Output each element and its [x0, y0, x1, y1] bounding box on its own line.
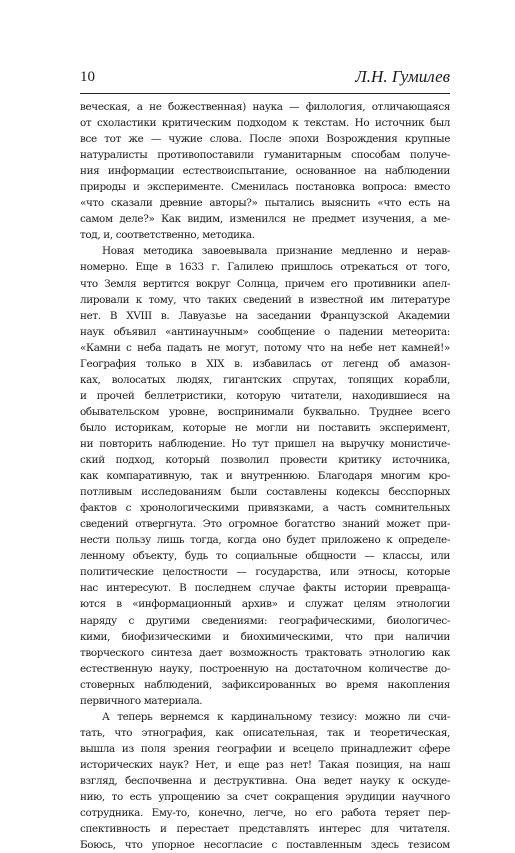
text-line: Боюсь, что упорное несогласие с поставленным здесь тезисом [80, 839, 450, 852]
text-line: сотрудника. Ему-то, конечно, легче, но его работа теряет пер- [80, 807, 450, 820]
body-text [80, 99, 450, 853]
text-line: тод, и, соответственно, методика. [80, 229, 255, 242]
paragraph-start-line: А теперь вернемся к кардинальному тезису: можно ли счи- [102, 710, 450, 723]
text-line: сведений отвергнута. Это огромное богатство знаний может при- [80, 518, 450, 531]
text-line: номерно. Еще в 1633 г. Галилею пришлось отрекаться от того, [80, 261, 450, 274]
text-line: веческая, а не божественная) наука — филология, отличающаяся [80, 101, 450, 113]
text-line: нию, то есть упрощению за счет сокращения эрудиции научного [80, 791, 450, 804]
text-line: взгляд, беспочвенна и деструктивна. Она ведет науку к оскуде- [80, 774, 450, 787]
text-line: политические целостности — государства, или этносы, которые [80, 566, 450, 579]
text-line: ках, волосатых людях, гигантских спрутах, топящих корабли, [80, 373, 450, 386]
text-line: естественную науку, построенную на достаточном количестве до- [80, 662, 450, 675]
text-line: и прочей беллетристики, которую читатели, находившиеся на [80, 389, 450, 402]
text-line: лировали к тому, что таких сведений в известной им литературе [80, 293, 450, 306]
text-line: исторических наук? Нет, и еще раз нет! Такая позиция, на наш [80, 758, 450, 771]
text-line: от схоластики критическим подходом к текстам. Но источник был [80, 117, 450, 130]
page-header [80, 67, 450, 89]
text-line: ются в «информационный архив» и служат целям этнологии [80, 598, 450, 611]
text-line: все тот же — чужие слова. После эпохи Возрождения крупные [80, 133, 450, 146]
text-line: как компаративную, так и внутреннюю. Благодаря многим кро- [80, 470, 450, 483]
text-line: нести пользу лишь тогда, когда оно будет приложено к определе- [80, 534, 450, 547]
text-line: что Земля вертится вокруг Солнца, причем его противники апел- [80, 277, 450, 290]
text-line: натуралисты противопоставили гуманитарным способам получе- [80, 149, 450, 162]
text-line: «что сказали древние авторы?» пытались выяснить «что есть на [80, 197, 450, 210]
text-line: тать, что этнография, как описательная, так и теоретическая, [80, 726, 450, 739]
text-line: нас интересуют. В последнем случае факты истории превраща- [80, 582, 450, 595]
text-line: было историкам, которые не могли ни поставить эксперимент, [80, 421, 450, 434]
text-line: «Камни с неба падать не могут, потому что на небе нет камней!» [80, 341, 450, 354]
text-line: самом деле?» Как видим, изменился не предмет изучения, а ме- [80, 213, 450, 226]
text-line: ский подход, который позволил провести критику источника, [80, 454, 450, 467]
page-number: 10 [80, 69, 95, 85]
text-line: нет. В XVIII в. Лавуазье на заседании Французской Академии [80, 309, 450, 322]
text-line: природы и эксперименте. Сменилась постановка вопроса: вместо [80, 181, 450, 194]
text-line: ния информации естествоиспытание, основанное на наблюдении [80, 165, 450, 178]
text-line: творческого синтеза дает возможность трактовать этнологию как [80, 646, 450, 659]
text-line: обывательском уровне, воспринимали буквально. Труднее всего [80, 405, 450, 418]
text-line: фактов с хронологическими привязками, а часть сомнительных [80, 502, 450, 515]
text-line: потливым исследованиям были составлены кодексы бесспорных [80, 486, 450, 499]
text-line: ленному объекту, будь то социальные общности — классы, или [80, 550, 450, 563]
text-line: наряду с другими сведениями: географическими, биологичес- [80, 614, 450, 627]
header-rule [80, 93, 450, 94]
text-line: стоверных наблюдений, зафиксированных во время накопления [80, 678, 450, 691]
running-head-author: Л.Н. Гумилев [355, 67, 450, 86]
text-line: наук объявил «антинаучным» сообщение о падении метеорита: [80, 325, 450, 338]
text-line: ни повторить наблюдение. Но тут пришел на выручку монистиче- [80, 437, 450, 450]
text-line: первичного материала. [80, 694, 203, 707]
text-line: кими, биофизическими и биохимическими, что при наличии [80, 630, 450, 643]
paragraph-start-line: Новая методика завоевывала признание медленно и нерав- [102, 245, 450, 258]
text-line: География только в XIX в. избавилась от легенд об амазон- [80, 357, 450, 370]
text-line: спективность и перестает представлять интерес для читателя. [80, 823, 450, 836]
text-line: вышла из поля зрения географии и всецело принадлежит сфере [80, 742, 450, 755]
